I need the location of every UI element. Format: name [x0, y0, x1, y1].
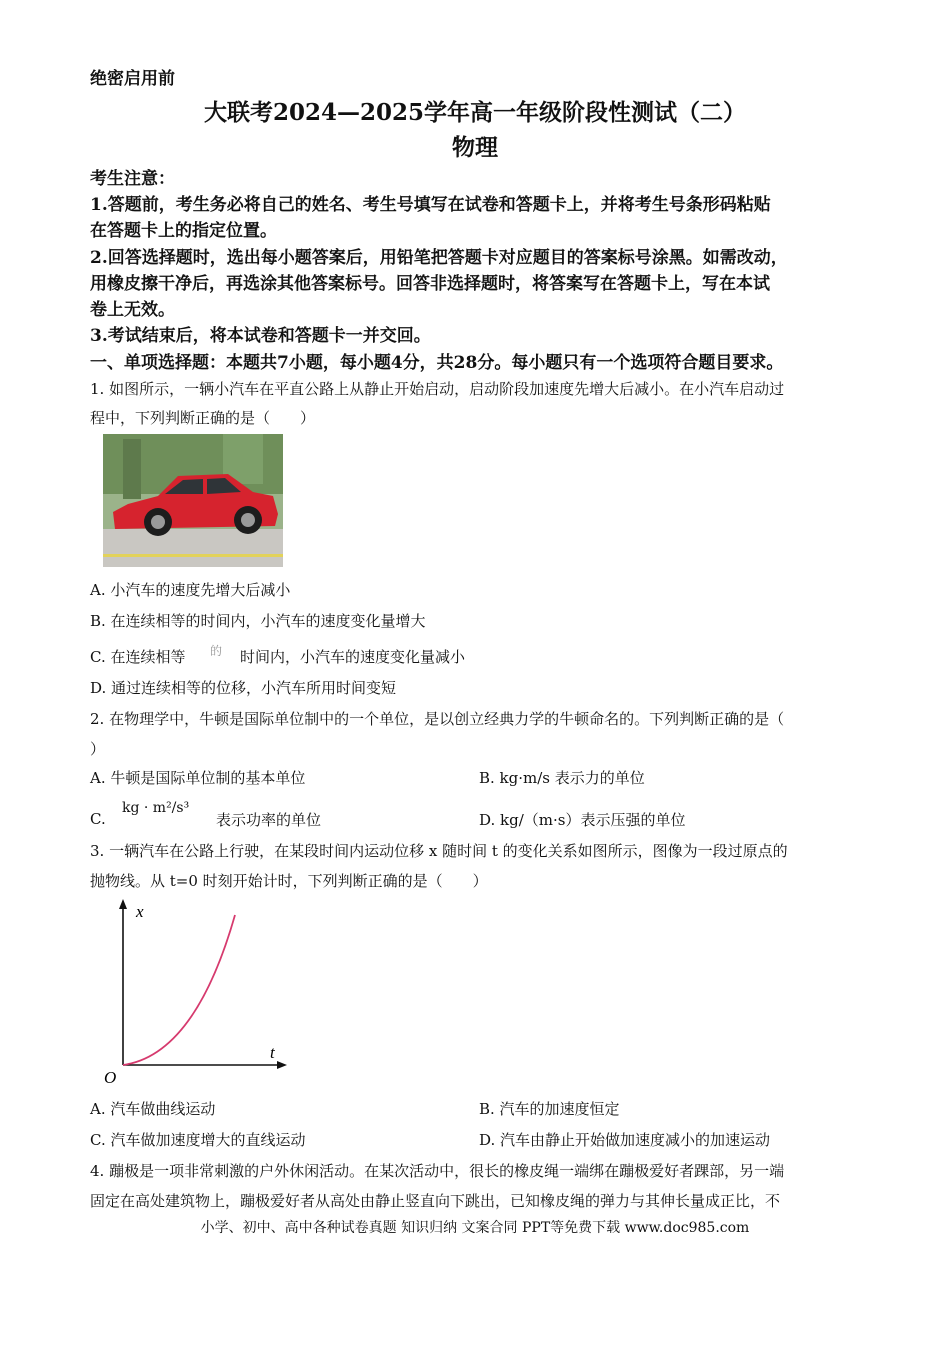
q1-option-d: D. 通过连续相等的位移，小汽车所用时间变短 [90, 679, 397, 697]
secret-label: 绝密启用前 [90, 69, 175, 89]
footer-text: 小学、初中、高中各种试卷真题 知识归纳 文案合同 PPT等免费下载 www.doc985.com [200, 1220, 750, 1236]
q1-stem-line2: 程中，下列判断正确的是（ ） [90, 409, 316, 427]
section1-heading: 一、单项选择题：本题共7小题，每小题4分，共28分。每小题只有一个选项符合题目要求。 [90, 353, 784, 373]
q3-option-c: C. 汽车做加速度增大的直线运动 [90, 1131, 306, 1149]
q2-option-c-formula: kg · m²/s³ [122, 800, 190, 816]
notice-item2-line3: 卷上无效。 [90, 300, 175, 320]
q3-option-a: A. 汽车做曲线运动 [90, 1100, 216, 1118]
q2-stem-line1: 2. 在物理学中，牛顿是国际单位制中的一个单位，是以创立经典力学的牛顿命名的。下列判断正确的是（ [90, 710, 785, 728]
q3-option-d: D. 汽车由静止开始做加速度减小的加速运动 [479, 1131, 771, 1149]
x-axis-arrow [119, 899, 127, 909]
exam-title: 大联考2024—2025学年高一年级阶段性测试（二） [203, 99, 747, 126]
q2-option-b: B. kg·m/s 表示力的单位 [479, 769, 645, 787]
q3-option-b: B. 汽车的加速度恒定 [479, 1100, 620, 1118]
origin-label: O [104, 1068, 117, 1087]
q1-option-c-suffix: 时间内，小汽车的速度变化量减小 [240, 648, 466, 666]
notice-heading: 考生注意： [90, 169, 175, 189]
q4-stem-line2: 固定在高处建筑物上，蹦极爱好者从高处由静止竖直向下跳出，已知橡皮绳的弹力与其伸长量成正比，不 [90, 1192, 781, 1210]
notice-item3: 3.考试结束后，将本试卷和答题卡一并交回。 [90, 326, 431, 346]
q3-stem-line2: 抛物线。从 t=0 时刻开始计时，下列判断正确的是（ ） [90, 872, 488, 890]
notice-item2-line2: 用橡皮擦干净后，再选涂其他答案标号。回答非选择题时，将答案写在答题卡上，写在本试 [90, 274, 770, 294]
car-photo [103, 434, 283, 567]
notice-item1-line1: 1.答题前，考生务必将自己的姓名、考生号填写在试卷和答题卡上，并将考生号条形码粘贴 [90, 195, 771, 215]
q3-stem-line1: 3. 一辆汽车在公路上行驶，在某段时间内运动位移 x 随时间 t 的变化关系如图所示，图像为一段过原点的 [90, 842, 788, 860]
x-t-graph [100, 895, 290, 1090]
q1-option-c-faint-char: 的 [210, 644, 223, 658]
q2-option-c-text: 表示功率的单位 [216, 811, 322, 829]
x-axis-label: x [136, 902, 144, 921]
q1-stem-line1: 1. 如图所示，一辆小汽车在平直公路上从静止开始启动，启动阶段加速度先增大后减小。在小汽车启动过 [90, 380, 785, 398]
q1-option-b: B. 在连续相等的时间内，小汽车的速度变化量增大 [90, 612, 426, 630]
q2-option-a: A. 牛顿是国际单位制的基本单位 [90, 769, 306, 787]
t-axis-label: t [270, 1043, 275, 1062]
q2-stem-line2: ） [90, 740, 106, 758]
q2-option-d: D. kg/（m·s）表示压强的单位 [479, 811, 686, 829]
q2-option-c-label: C. [90, 810, 106, 828]
notice-item1-line2: 在答题卡上的指定位置。 [90, 221, 277, 241]
q4-stem-line1: 4. 蹦极是一项非常刺激的户外休闲活动。在某次活动中，很长的橡皮绳一端绑在蹦极爱好者踝部，另一端 [90, 1162, 785, 1180]
q1-option-c-prefix: C. 在连续相等 [90, 648, 186, 666]
subject-title: 物理 [452, 134, 498, 161]
parabola-curve [123, 915, 235, 1065]
t-axis-arrow [277, 1061, 287, 1069]
q1-option-a: A. 小汽车的速度先增大后减小 [90, 581, 291, 599]
notice-item2-line1: 2.回答选择题时，选出每小题答案后，用铅笔把答题卡对应题目的答案标号涂黑。如需改动， [90, 248, 788, 268]
